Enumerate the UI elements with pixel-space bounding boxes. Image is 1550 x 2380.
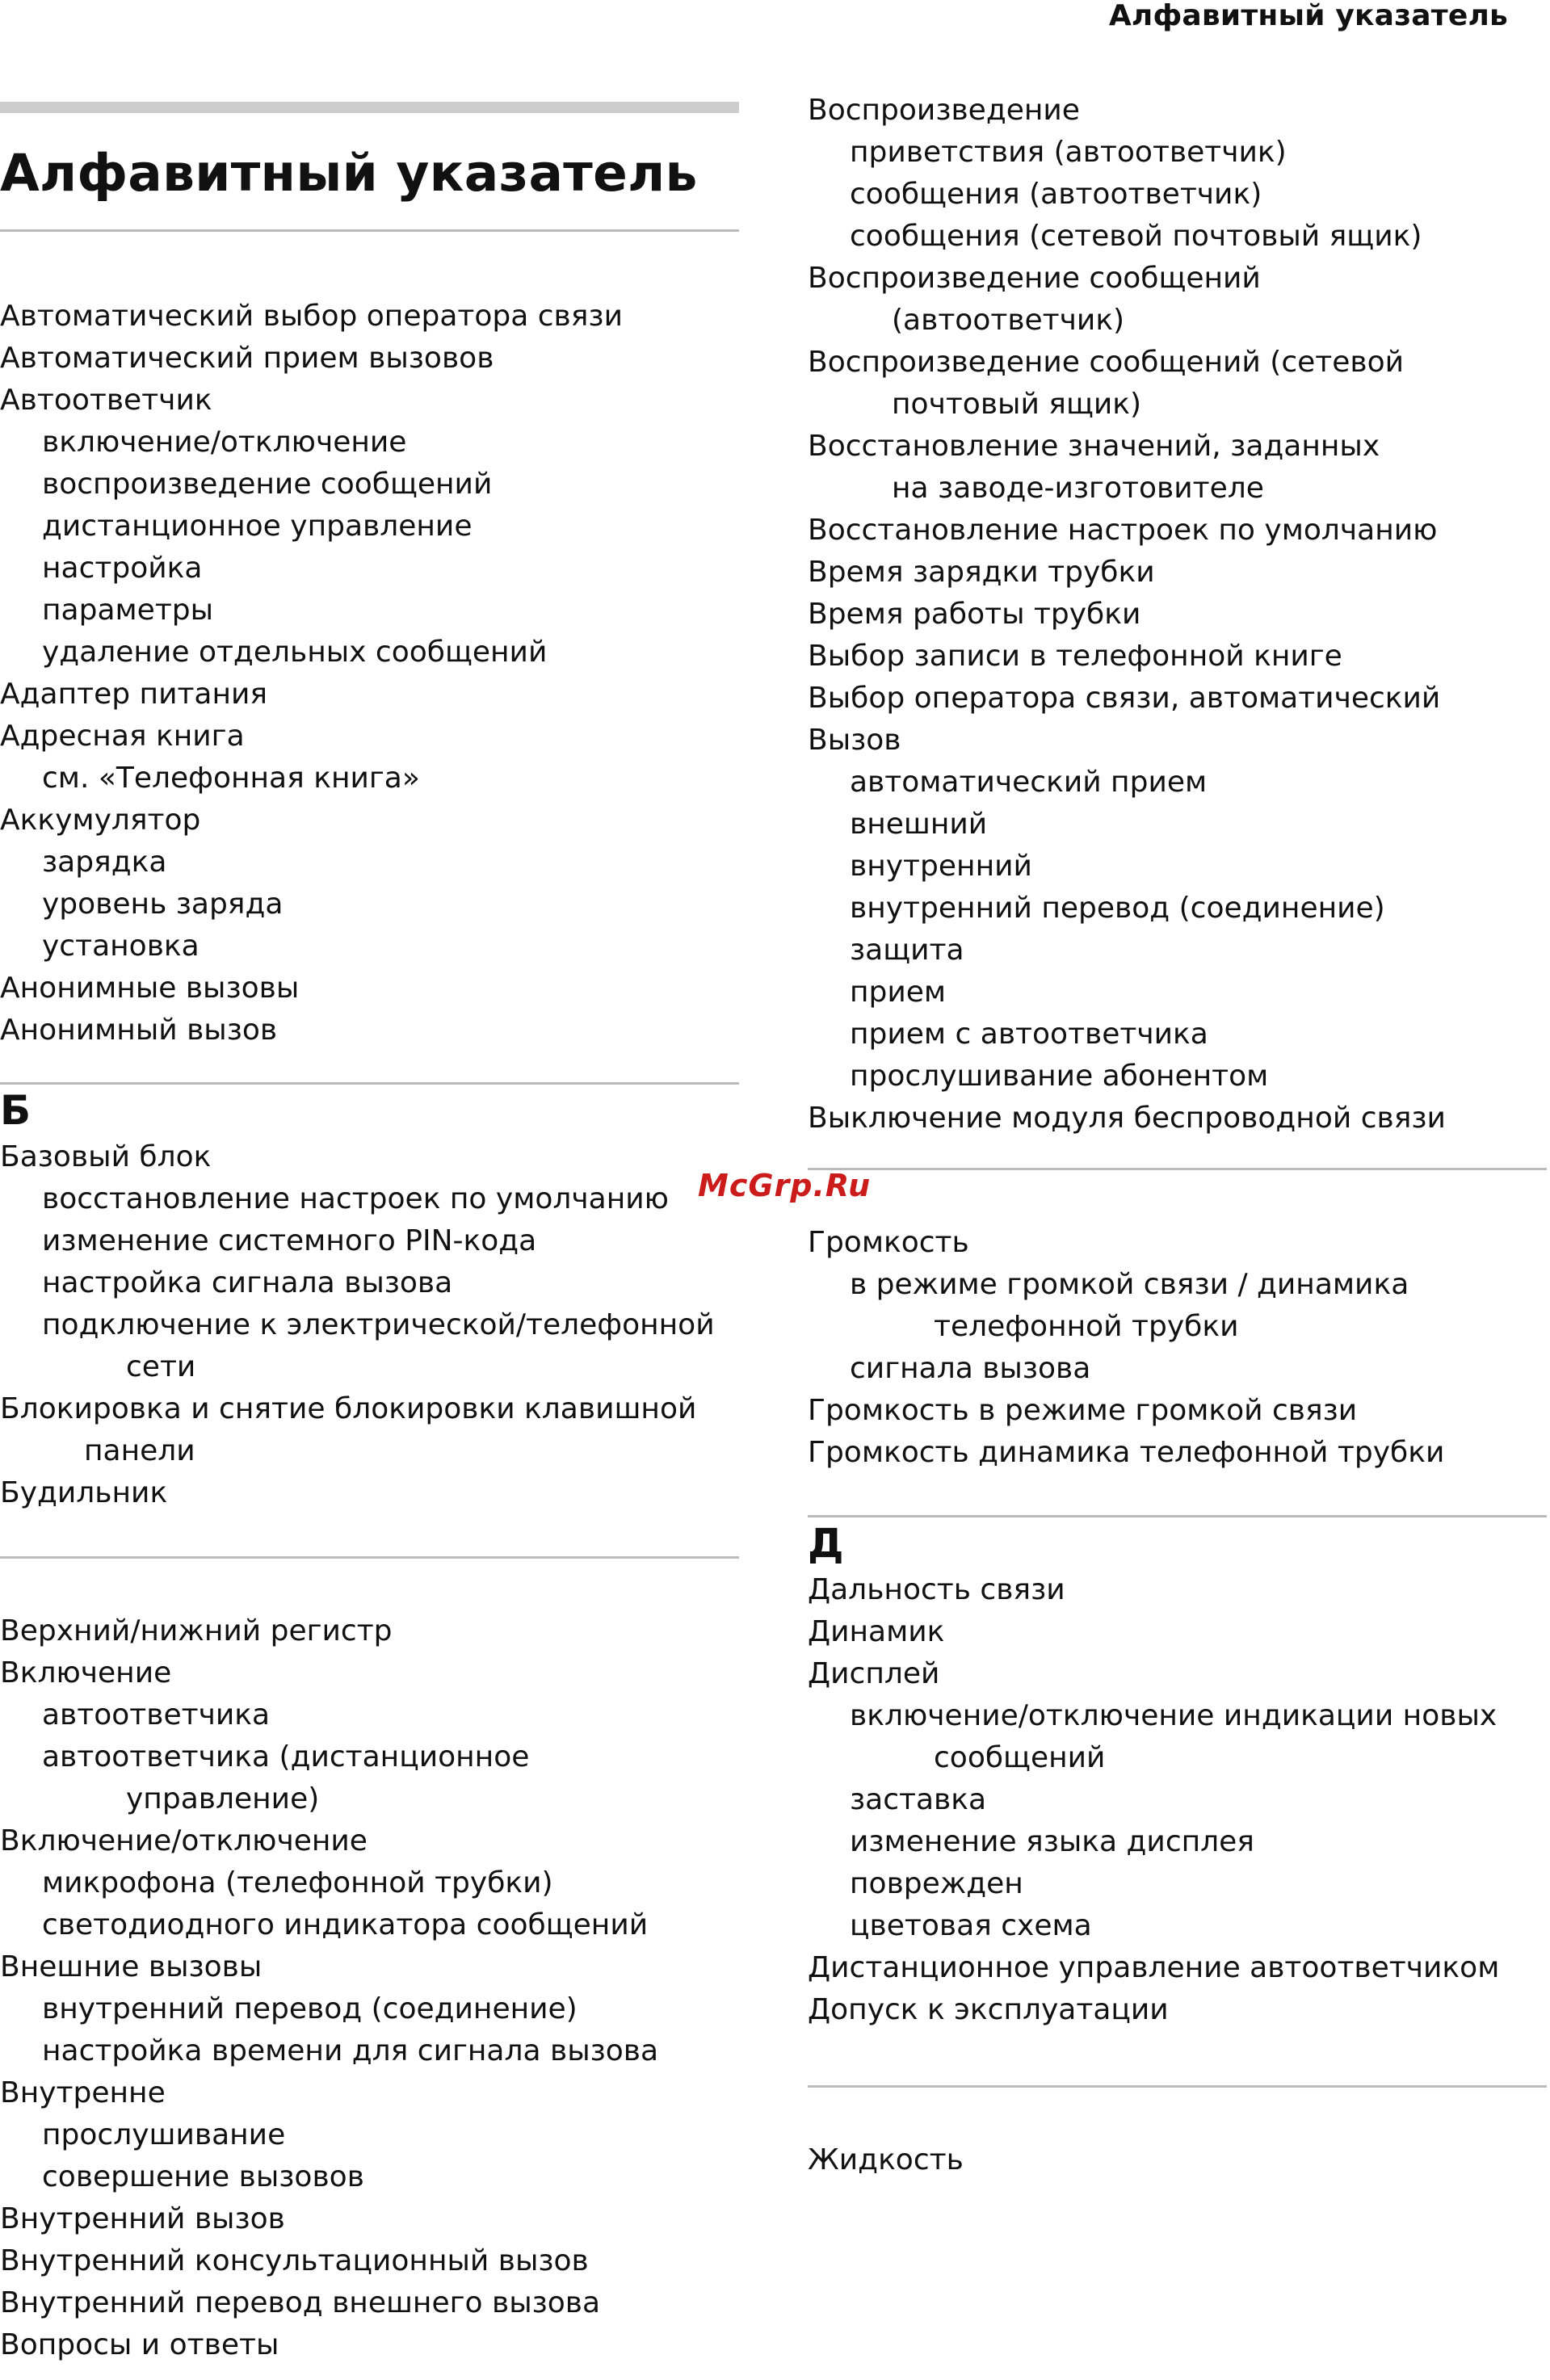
entry-text: Выключение модуля беспроводной связи	[808, 1102, 1446, 1135]
index-section-zh	[808, 2085, 1547, 2181]
entry-text: прослушивание абонентом	[850, 1060, 1269, 1093]
entry-text-continued: телефонной трубки	[934, 1310, 1239, 1343]
entry-text: светодиодного индикатора сообщений	[42, 1908, 649, 1941]
entry-text: см. «Телефонная книга»	[42, 762, 420, 795]
index-subentry	[808, 1821, 1547, 1863]
entry-text: Адаптер питания	[0, 678, 268, 711]
index-subentry	[808, 1695, 1547, 1779]
watermark-text: McGrp.Ru	[698, 1168, 872, 1203]
title-top-rule	[0, 102, 739, 113]
entry-text-continued: почтовый ящик)	[892, 388, 1142, 421]
entry-text: Воспроизведение	[808, 94, 1080, 127]
title-block	[0, 102, 739, 232]
title-bottom-rule	[0, 229, 739, 232]
entry-text: внутренний перевод (соединение)	[42, 1992, 578, 2025]
index-subentry	[808, 1264, 1547, 1348]
index-entry	[0, 2240, 739, 2282]
entry-text: Восстановление значений, заданных	[808, 430, 1380, 463]
entry-text: автоматический прием	[850, 766, 1208, 799]
entry-text: приветствия (автоответчик)	[850, 136, 1287, 169]
index-entry-list	[0, 1610, 739, 2366]
entry-text-continued: сети	[126, 1350, 196, 1383]
index-section-v	[0, 1556, 739, 2366]
entry-text: Включение	[0, 1656, 172, 1690]
index-subentry	[0, 1904, 739, 1946]
entry-text: Жидкость	[808, 2143, 964, 2176]
index-section-g	[808, 1168, 1547, 1474]
index-entry	[0, 296, 739, 338]
index-entry	[808, 90, 1547, 132]
entry-text: Громкость динамика телефонной трубки	[808, 1436, 1445, 1469]
entry-text: Время работы трубки	[808, 598, 1141, 631]
index-entry	[0, 2072, 739, 2114]
index-entry	[808, 552, 1547, 594]
index-subentry	[808, 888, 1547, 930]
index-entry	[808, 1569, 1547, 1611]
index-entry-list	[808, 2139, 1547, 2181]
entry-text: Включение/отключение	[0, 1824, 368, 1857]
entry-text: Выбор оператора связи, автоматический	[808, 682, 1441, 715]
entry-text: изменение системного PIN-кода	[42, 1224, 537, 1257]
index-subentry	[0, 590, 739, 632]
index-subentry	[808, 174, 1547, 216]
index-entry	[808, 678, 1547, 720]
entry-text: в режиме громкой связи / динамика	[850, 1268, 1409, 1301]
entry-text: Блокировка и снятие блокировки клавишной	[0, 1392, 697, 1425]
entry-text: Дистанционное управление автоответчиком	[808, 1951, 1500, 1984]
index-entry	[0, 1136, 739, 1178]
entry-text: Автоответчик	[0, 384, 212, 417]
index-subentry	[808, 216, 1547, 258]
entry-text: Анонимный вызов	[0, 1014, 278, 1047]
entry-text: установка	[42, 930, 200, 963]
entry-text: Будильник	[0, 1476, 168, 1509]
index-section-v-cont	[808, 90, 1547, 1140]
index-subentry	[0, 1694, 739, 1736]
entry-text: удаление отдельных сообщений	[42, 636, 548, 669]
index-entry	[808, 594, 1547, 636]
entry-text: Допуск к эксплуатации	[808, 1993, 1169, 2026]
index-entry	[0, 1610, 739, 1652]
index-subentry	[0, 464, 739, 506]
index-entry	[808, 1653, 1547, 1695]
index-entry	[808, 1989, 1547, 2031]
index-subentry	[0, 1178, 739, 1220]
entry-text-continued: сообщений	[934, 1741, 1106, 1774]
index-subentry	[0, 632, 739, 674]
index-section-b	[0, 1082, 739, 1514]
entry-text: Динамик	[808, 1615, 945, 1648]
entry-text: автоответчика	[42, 1698, 271, 1731]
index-entry	[808, 636, 1547, 678]
index-entry	[808, 1947, 1547, 1989]
entry-text: воспроизведение сообщений	[42, 468, 493, 501]
index-subentry	[0, 1988, 739, 2030]
entry-text: зарядка	[42, 846, 167, 879]
index-subentry	[0, 422, 739, 464]
index-entry-list	[808, 90, 1547, 1140]
index-subentry	[0, 758, 739, 800]
index-entry	[0, 1388, 739, 1472]
index-subentry	[808, 1905, 1547, 1947]
index-subentry	[808, 972, 1547, 1014]
entry-text: Восстановление настроек по умолчанию	[808, 514, 1438, 547]
index-subentry	[0, 506, 739, 548]
entry-text: поврежден	[850, 1867, 1023, 1900]
index-subentry	[808, 1348, 1547, 1390]
entry-text: внешний	[850, 808, 988, 841]
entry-text: Громкость в режиме громкой связи	[808, 1394, 1358, 1427]
section-letter-placeholder	[808, 2088, 1547, 2139]
index-subentry	[0, 926, 739, 968]
index-entry	[0, 2324, 739, 2366]
entry-text: защита	[850, 934, 964, 967]
index-entry	[0, 968, 739, 1010]
entry-text: Воспроизведение сообщений	[808, 262, 1261, 295]
entry-text: прием	[850, 976, 947, 1009]
entry-text: микрофона (телефонной трубки)	[42, 1866, 553, 1899]
entry-text: Анонимные вызовы	[0, 972, 300, 1005]
index-entry	[0, 1652, 739, 1694]
index-entry-list	[0, 296, 739, 1051]
index-subentry	[0, 2030, 739, 2072]
entry-text: Автоматический прием вызовов	[0, 342, 494, 375]
index-entry	[808, 1098, 1547, 1140]
index-subentry	[0, 548, 739, 590]
index-entry	[0, 1820, 739, 1862]
index-entry	[808, 2139, 1547, 2181]
entry-text: Выбор записи в телефонной книге	[808, 640, 1342, 673]
entry-text: включение/отключение	[42, 426, 407, 459]
section-letter: Д	[808, 1520, 844, 1567]
entry-text: сообщения (сетевой почтовый ящик)	[850, 220, 1422, 253]
index-subentry	[808, 1056, 1547, 1098]
index-entry	[808, 1222, 1547, 1264]
entry-text: Дисплей	[808, 1657, 940, 1690]
entry-text: Дальность связи	[808, 1573, 1065, 1606]
index-entry	[808, 510, 1547, 552]
entry-text: Время зарядки трубки	[808, 556, 1155, 589]
index-subentry	[808, 1863, 1547, 1905]
index-subentry	[808, 1014, 1547, 1056]
entry-text: Верхний/нижний регистр	[0, 1614, 393, 1648]
index-entry-list	[0, 1136, 739, 1514]
index-entry	[808, 1432, 1547, 1474]
entry-text: Внутренний вызов	[0, 2202, 285, 2235]
entry-text: внутренний перевод (соединение)	[850, 892, 1385, 925]
section-letter-placeholder	[808, 1170, 1547, 1222]
entry-text: совершение вызовов	[42, 2160, 364, 2193]
entry-text: Внутренний перевод внешнего вызова	[0, 2286, 601, 2319]
entry-text: прослушивание	[42, 2118, 286, 2151]
entry-text: подключение к электрической/телефонной	[42, 1308, 715, 1341]
entry-text: Вопросы и ответы	[0, 2328, 279, 2361]
entry-text: Воспроизведение сообщений (сетевой	[808, 346, 1405, 379]
index-subentry	[808, 1779, 1547, 1821]
index-entry	[808, 258, 1547, 342]
entry-text: Громкость	[808, 1226, 969, 1259]
entry-text: Автоматический выбор оператора связи	[0, 300, 623, 333]
index-entry	[808, 342, 1547, 426]
index-entry	[808, 1390, 1547, 1432]
index-entry	[0, 1010, 739, 1051]
entry-text: сигнала вызова	[850, 1352, 1091, 1385]
page-title: Алфавитный указатель	[0, 144, 698, 203]
index-subentry	[0, 1304, 739, 1388]
index-entry	[0, 1946, 739, 1988]
index-subentry	[0, 1220, 739, 1262]
entry-text: Вызов	[808, 724, 901, 757]
index-subentry	[0, 1862, 739, 1904]
index-subentry	[0, 2156, 739, 2198]
index-entry-list	[808, 1222, 1547, 1474]
entry-text: настройка	[42, 552, 203, 585]
running-header: Алфавитный указатель	[1108, 0, 1508, 32]
index-entry	[0, 380, 739, 422]
index-section-a	[0, 296, 739, 1051]
section-letter: Б	[0, 1087, 32, 1134]
entry-text: настройка времени для сигнала вызова	[42, 2034, 659, 2067]
entry-text: включение/отключение индикации новых	[850, 1699, 1497, 1732]
entry-text-continued: управление)	[126, 1782, 320, 1815]
index-subentry	[808, 132, 1547, 174]
entry-text: восстановление настроек по умолчанию	[42, 1182, 669, 1215]
index-subentry	[0, 1736, 739, 1820]
entry-text-continued: на заводе-изготовителе	[892, 472, 1264, 505]
entry-text-continued: (автоответчик)	[892, 304, 1125, 337]
entry-text: Внутренний консультационный вызов	[0, 2244, 589, 2277]
entry-text: Базовый блок	[0, 1140, 212, 1173]
entry-text: цветовая схема	[850, 1909, 1092, 1942]
entry-text: внутренний	[850, 850, 1032, 883]
entry-text: Внешние вызовы	[0, 1950, 263, 1983]
index-entry-list	[808, 1569, 1547, 2031]
entry-text: уровень заряда	[42, 888, 284, 921]
entry-text: автоответчика (дистанционное	[42, 1740, 530, 1773]
entry-text-continued: панели	[84, 1434, 195, 1467]
index-entry	[0, 800, 739, 842]
index-entry	[0, 674, 739, 716]
entry-text: Адресная книга	[0, 720, 245, 753]
entry-text: прием с автоответчика	[850, 1018, 1208, 1051]
index-entry	[0, 2198, 739, 2240]
entry-text: дистанционное управление	[42, 510, 473, 543]
index-entry	[0, 716, 739, 758]
index-subentry	[0, 2114, 739, 2156]
index-entry	[0, 1472, 739, 1514]
index-subentry	[0, 842, 739, 884]
entry-text: Внутренне	[0, 2076, 166, 2109]
entry-text: сообщения (автоответчик)	[850, 178, 1262, 211]
index-section-d	[808, 1515, 1547, 2031]
section-letter-placeholder	[0, 1559, 739, 1610]
index-subentry	[808, 762, 1547, 804]
entry-text: заставка	[850, 1783, 987, 1816]
index-entry	[0, 2282, 739, 2324]
index-entry	[808, 426, 1547, 510]
index-subentry	[808, 930, 1547, 972]
index-subentry	[0, 1262, 739, 1304]
index-entry	[808, 1611, 1547, 1653]
index-entry	[0, 338, 739, 380]
entry-text: изменение языка дисплея	[850, 1825, 1254, 1858]
index-subentry	[808, 846, 1547, 888]
index-entry	[808, 720, 1547, 762]
entry-text: Аккумулятор	[0, 804, 201, 837]
entry-text: настройка сигнала вызова	[42, 1266, 453, 1299]
index-subentry	[808, 804, 1547, 846]
entry-text: параметры	[42, 594, 214, 627]
index-subentry	[0, 884, 739, 926]
